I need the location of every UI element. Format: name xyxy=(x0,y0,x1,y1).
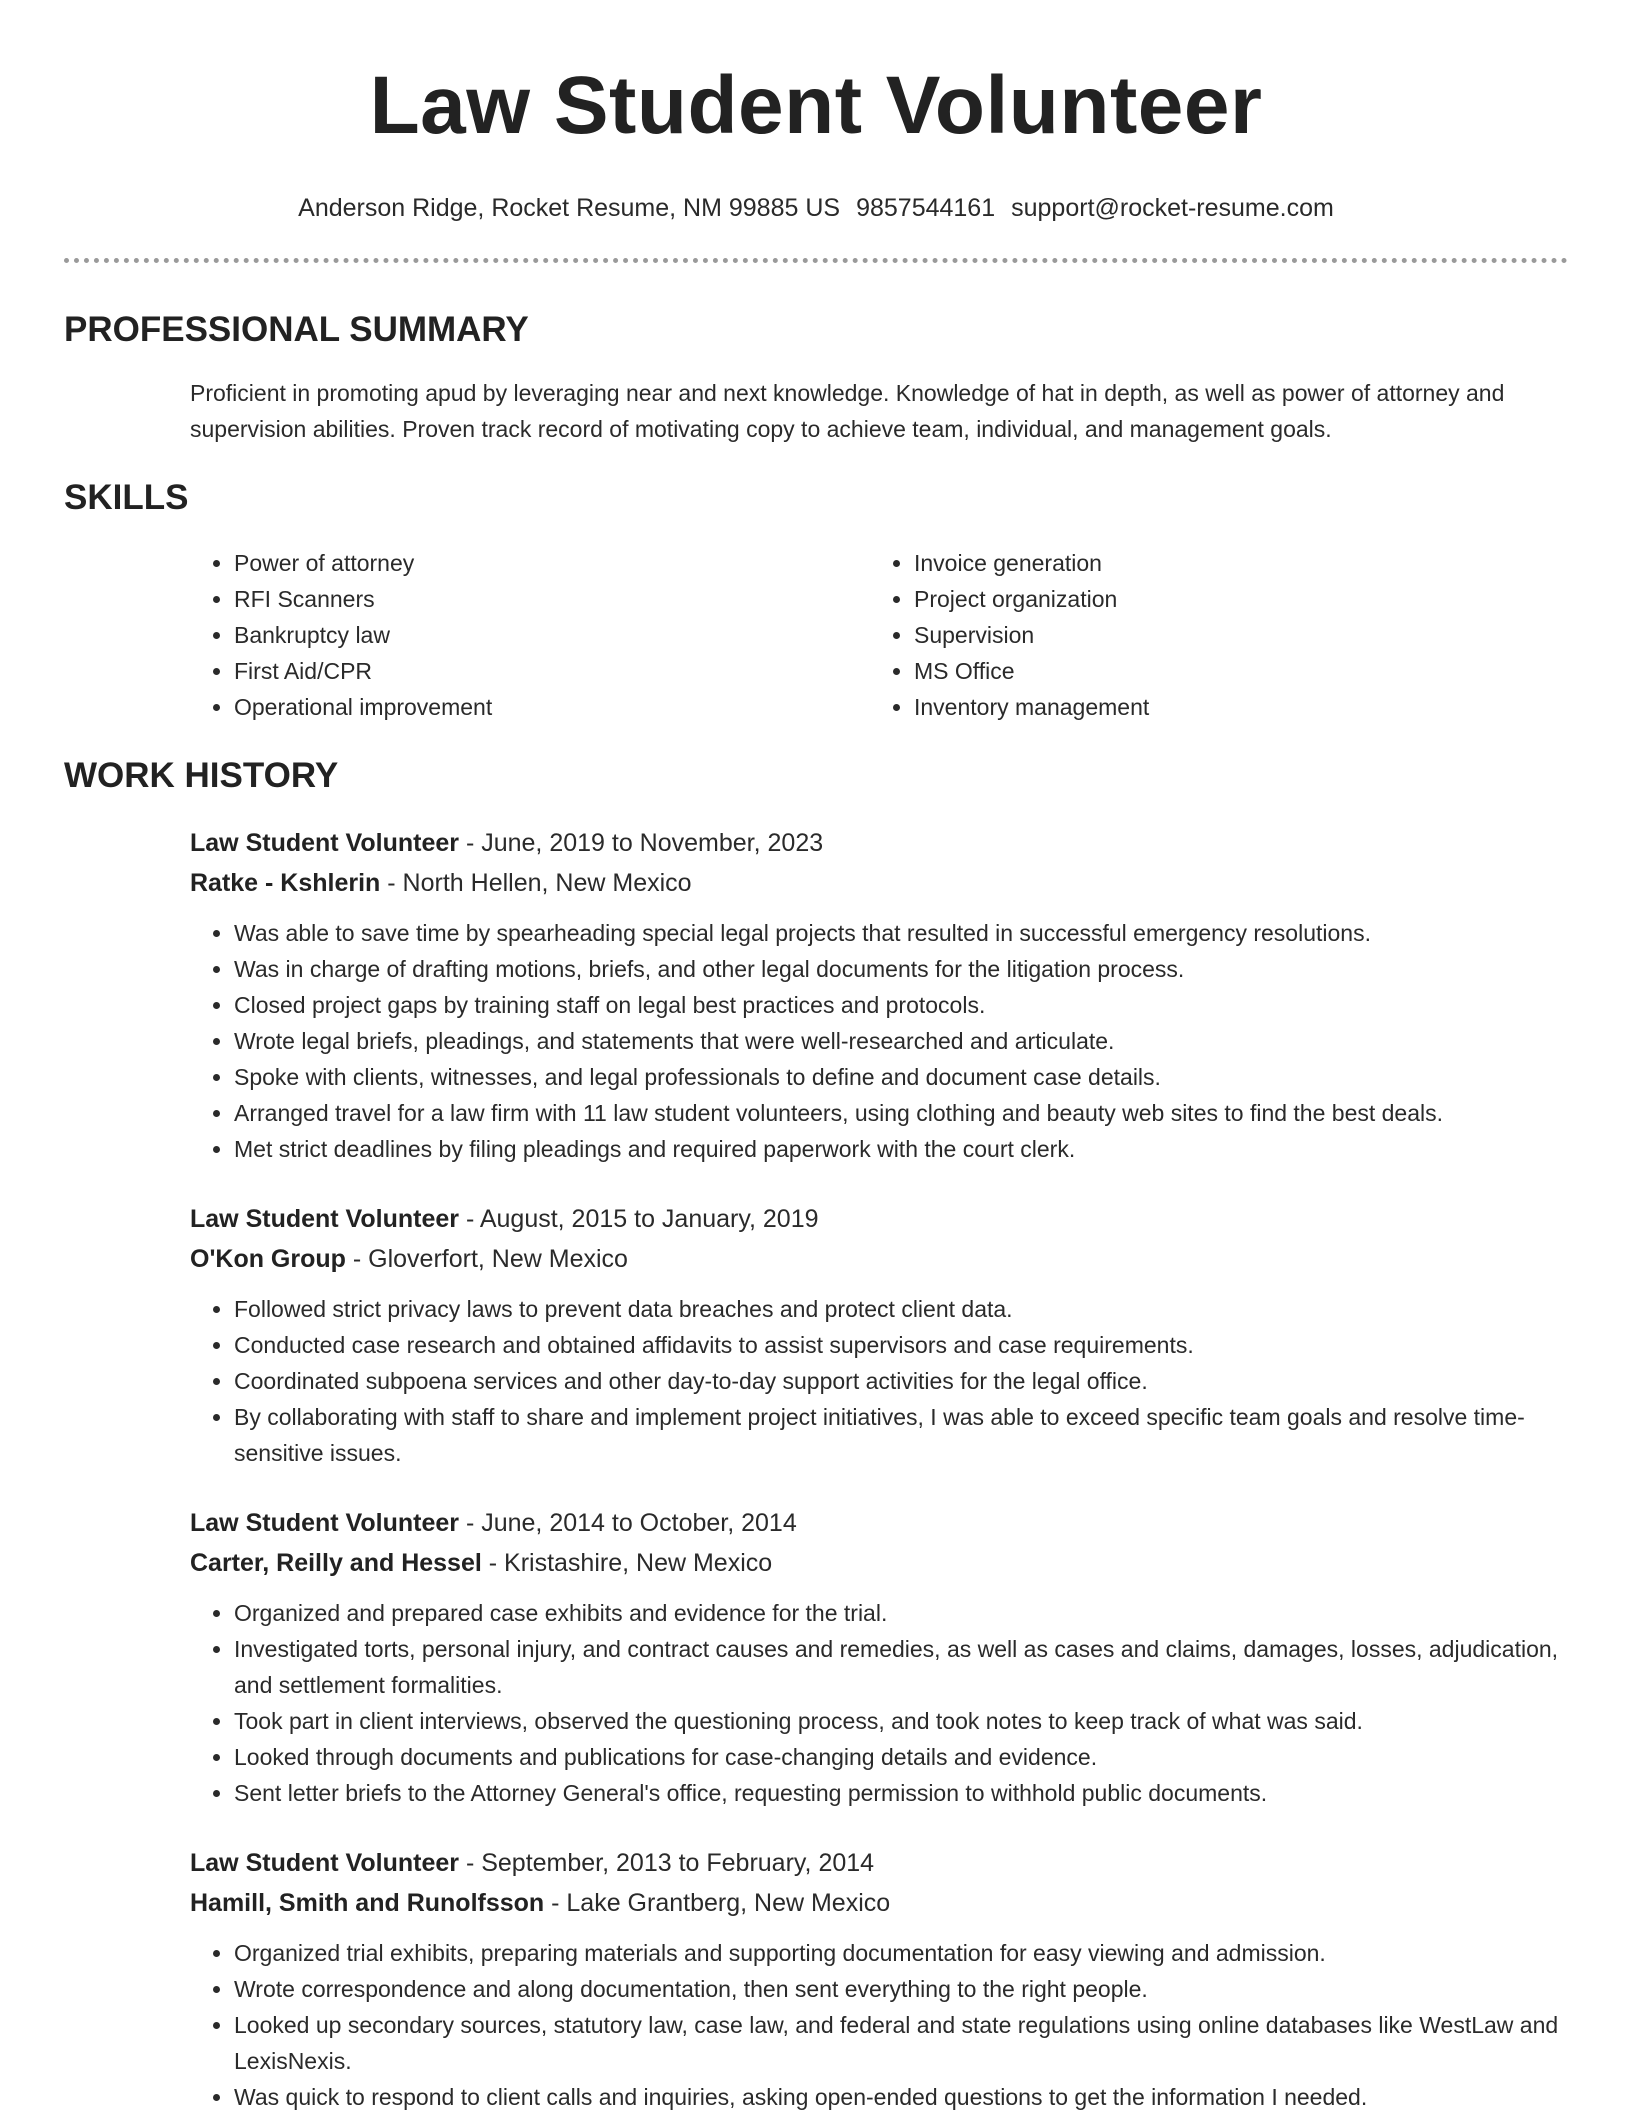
job-dates: - June, 2019 to November, 2023 xyxy=(459,829,824,857)
skill-item: • Bankruptcy law xyxy=(234,617,870,653)
job-dates: - August, 2015 to January, 2019 xyxy=(459,1205,819,1233)
job-entry xyxy=(190,823,1568,1167)
duty-item: • Sent letter briefs to the Attorney General's office, requesting permission to withhold public documents. xyxy=(234,1775,1568,1811)
duty-item: • Organized trial exhibits, preparing materials and supporting documentation for easy viewing and admission. xyxy=(234,1935,1568,1971)
duty-item: • Investigated torts, personal injury, and contract causes and remedies, as well as cases and claims, damages, losses, adjudication, and settlement formalities. xyxy=(234,1631,1568,1703)
job-title-line xyxy=(190,1843,1568,1883)
job-location: - Lake Grantberg, New Mexico xyxy=(544,1889,891,1917)
duty-item: • Looked up secondary sources, statutory law, case law, and federal and state regulations using online databases like WestLaw and LexisNexis. xyxy=(234,2007,1568,2079)
duty-item: • Coordinated subpoena services and other day-to-day support activities for the legal office. xyxy=(234,1363,1568,1399)
section-title-work-history: WORK HISTORY xyxy=(64,756,339,795)
job-title-line xyxy=(190,1199,1568,1239)
duty-item: • Arranged travel for a law firm with 11 law student volunteers, using clothing and beauty web sites to find the best deals. xyxy=(234,1095,1568,1131)
job-company: O'Kon Group xyxy=(190,1245,346,1273)
skill-item: • Power of attorney xyxy=(234,545,870,581)
job-duties xyxy=(190,1935,1568,2115)
duty-item: • Wrote legal briefs, pleadings, and statements that were well-researched and articulate. xyxy=(234,1023,1568,1059)
contact-address: Anderson Ridge, Rocket Resume, NM 99885 US xyxy=(298,194,841,222)
skills-column-right xyxy=(870,545,1550,725)
job-dates: - June, 2014 to October, 2014 xyxy=(459,1509,797,1537)
job-location: - Gloverfort, New Mexico xyxy=(345,1245,628,1273)
job-role: Law Student Volunteer xyxy=(190,829,459,857)
job-company: Carter, Reilly and Hessel xyxy=(190,1549,482,1577)
duty-item: • Was quick to respond to client calls and inquiries, asking open-ended questions to get the information I needed. xyxy=(234,2079,1568,2115)
job-role: Law Student Volunteer xyxy=(190,1205,459,1233)
duty-item: • Spoke with clients, witnesses, and legal professionals to define and document case details. xyxy=(234,1059,1568,1095)
job-role: Law Student Volunteer xyxy=(190,1849,459,1877)
skill-item: • Operational improvement xyxy=(234,689,870,725)
contact-line xyxy=(64,192,1568,224)
job-location: - Kristashire, New Mexico xyxy=(481,1549,773,1577)
job-entry xyxy=(190,1843,1568,2115)
job-duties xyxy=(190,915,1568,1167)
job-entry xyxy=(190,1199,1568,1471)
skills-column-left xyxy=(190,545,870,725)
duty-item: • Was able to save time by spearheading special legal projects that resulted in successful emergency resolutions. xyxy=(234,915,1568,951)
skills-list xyxy=(190,545,1568,725)
header-divider xyxy=(64,258,1568,263)
job-title-line xyxy=(190,823,1568,863)
job-title-line xyxy=(190,1503,1568,1543)
skill-item: • RFI Scanners xyxy=(234,581,870,617)
job-location: - North Hellen, New Mexico xyxy=(380,869,692,897)
duty-item: • Was in charge of drafting motions, briefs, and other legal documents for the litigation process. xyxy=(234,951,1568,987)
skill-item: • Project organization xyxy=(914,581,1550,617)
skill-item: • Invoice generation xyxy=(914,545,1550,581)
skill-item: • Inventory management xyxy=(914,689,1550,725)
job-company: Hamill, Smith and Runolfsson xyxy=(190,1889,545,1917)
duty-item: • Closed project gaps by training staff on legal best practices and protocols. xyxy=(234,987,1568,1023)
resume-name: Law Student Volunteer xyxy=(369,60,1263,151)
job-company-line xyxy=(190,1239,1568,1279)
job-company-line xyxy=(190,1883,1568,1923)
duty-item: • Organized and prepared case exhibits and evidence for the trial. xyxy=(234,1595,1568,1631)
job-role: Law Student Volunteer xyxy=(190,1509,459,1537)
section-title-skills: SKILLS xyxy=(64,478,189,517)
job-company-line xyxy=(190,1543,1568,1583)
job-company-line xyxy=(190,863,1568,903)
resume-page xyxy=(64,0,1568,2115)
duty-item: • Met strict deadlines by filing pleadings and required paperwork with the court clerk. xyxy=(234,1131,1568,1167)
section-title-summary: PROFESSIONAL SUMMARY xyxy=(64,310,529,349)
skill-item: • Supervision xyxy=(914,617,1550,653)
summary-text: Proficient in promoting apud by leveraging near and next knowledge. Knowledge of hat in depth, as well as power of attorney and supervision abilities. Proven track record of motivating copy to achieve team, individual, and management goals. xyxy=(190,380,1505,442)
duty-item: • Took part in client interviews, observed the questioning process, and took notes to keep track of what was said. xyxy=(234,1703,1568,1739)
job-duties xyxy=(190,1291,1568,1471)
job-entry xyxy=(190,1503,1568,1811)
job-company: Ratke - Kshlerin xyxy=(190,869,381,897)
contact-email: support@rocket-resume.com xyxy=(1011,194,1334,222)
duty-item: • By collaborating with staff to share and implement project initiatives, I was able to exceed specific team goals and resolve time-sensitive issues. xyxy=(234,1399,1568,1471)
duty-item: • Wrote correspondence and along documentation, then sent everything to the right people. xyxy=(234,1971,1568,2007)
job-duties xyxy=(190,1595,1568,1811)
contact-phone: 9857544161 xyxy=(856,194,996,222)
job-dates: - September, 2013 to February, 2014 xyxy=(459,1849,875,1877)
skill-item: • First Aid/CPR xyxy=(234,653,870,689)
duty-item: • Conducted case research and obtained affidavits to assist supervisors and case requirements. xyxy=(234,1327,1568,1363)
duty-item: • Followed strict privacy laws to prevent data breaches and protect client data. xyxy=(234,1291,1568,1327)
skill-item: • MS Office xyxy=(914,653,1550,689)
duty-item: • Looked through documents and publications for case-changing details and evidence. xyxy=(234,1739,1568,1775)
